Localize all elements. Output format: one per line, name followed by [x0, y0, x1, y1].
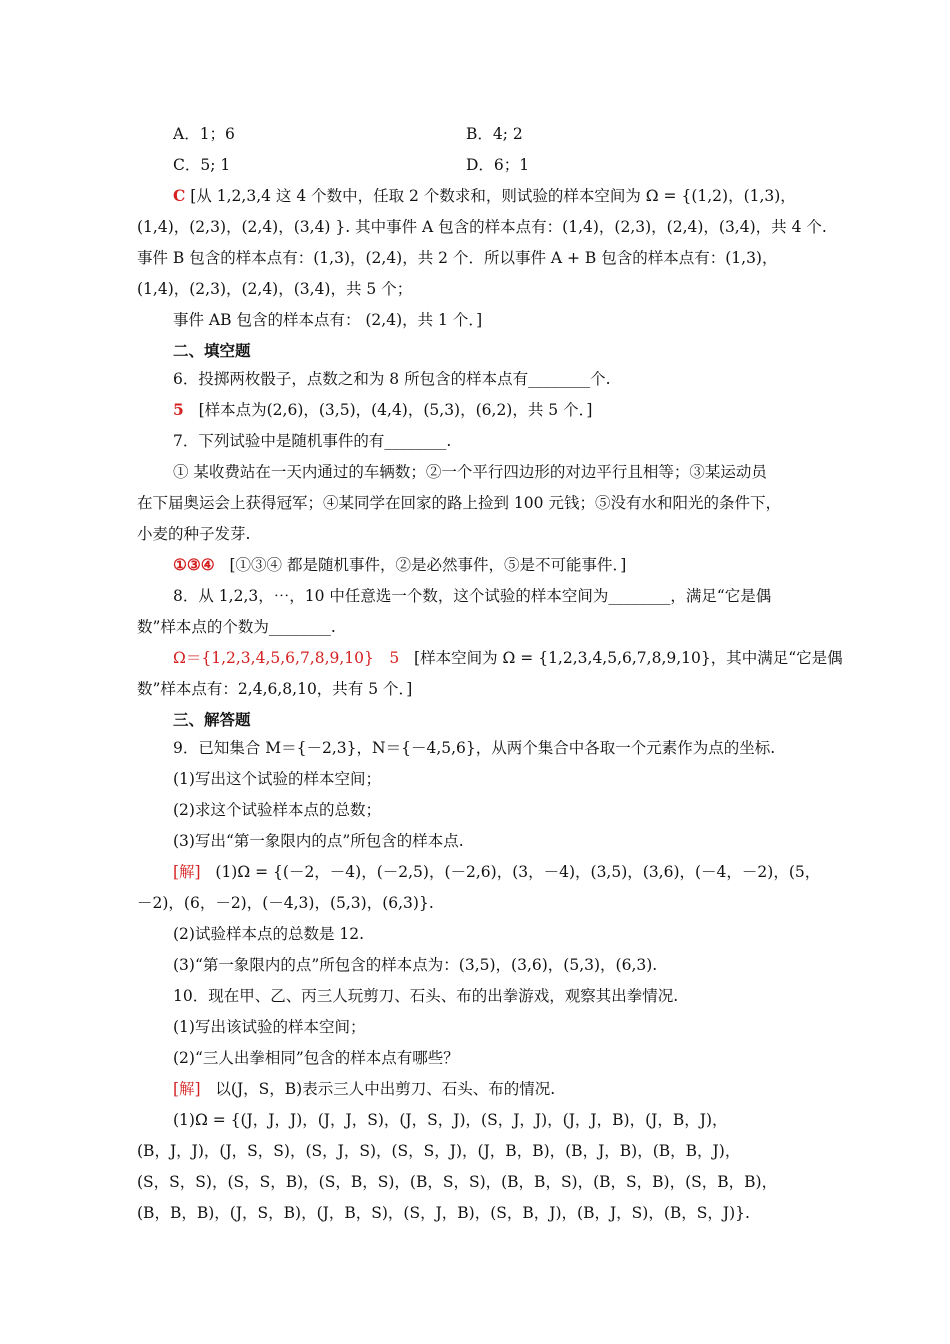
q10-part-2: (2)“三人出拳相同”包含的样本点有哪些？ — [173, 1049, 459, 1067]
q8-text-2: 数”样本点的个数为________. — [137, 618, 336, 636]
q7-explanation: [①③④ 都是随机事件，②是必然事件，⑤是不可能事件．] — [229, 556, 627, 574]
q9-solution-line-1 — [173, 862, 821, 882]
q9-solution-1a: (1)Ω = {(－2，－4)，(－2,5)，(－2,6)，(3，－4)，(3,5)，(3,6)，(－4，－2)，(5， — [215, 863, 821, 881]
q5-explanation-2: (1,4)，(2,3)，(2,4)，(3,4) }. 其中事件 A 包含的样本点有：(1,4)，(2,3)，(2,4)，(3,4)，共 4 个. — [137, 218, 827, 236]
q10-part-1: (1)写出该试验的样本空间； — [173, 1018, 366, 1036]
q10-solution-intro-line — [173, 1079, 817, 1099]
q9-solution-1b: －2)，(6，－2)，(－4,3)，(5,3)，(6,3)}. — [137, 894, 434, 912]
q6-text: 6．投掷两枚骰子，点数之和为 8 所包含的样本点有________个. — [173, 370, 611, 388]
q10-solution-tag: [解] — [173, 1080, 201, 1098]
q6-answer: 5 — [173, 400, 184, 419]
q7-item-line-3: 小麦的种子发芽. — [137, 525, 251, 543]
q10-outcomes-1: (1)Ω = {(J，J，J)，(J，J，S)，(J，S，J)，(S，J，J)，(J，J，B)，(J，B，J)， — [173, 1111, 728, 1129]
q6-answer-line — [173, 400, 817, 420]
q7-answer: ①③④ — [173, 555, 215, 574]
q10-text: 10．现在甲、乙、丙三人玩剪刀、石头、布的出拳游戏，观察其出拳情况. — [173, 987, 679, 1005]
q8-explanation-1: [样本空间为 Ω = {1,2,3,4,5,6,7,8,9,10}，其中满足“它是偶 — [414, 649, 843, 667]
section-fill-in-heading: 二、填空题 — [173, 341, 251, 360]
q7-item-line-1: ① 某收费站在一天内通过的车辆数；②一个平行四边形的对边平行且相等；③某运动员 — [173, 463, 767, 481]
q9-part-3: (3)写出“第一象限内的点”所包含的样本点. — [173, 832, 464, 850]
q7-item-line-2: 在下届奥运会上获得冠军；④某同学在回家的路上捡到 100 元钱；⑤没有水和阳光的条件下， — [137, 494, 781, 512]
section-solution-heading: 三、解答题 — [173, 710, 251, 729]
q10-outcomes-2: (B，J，J)，(J，S，S)，(S，J，S)，(S，S，J)，(J，B，B)，(B，J，B)，(B，B，J)， — [137, 1142, 741, 1160]
q8-answer-line — [173, 648, 843, 668]
q6-explanation: [样本点为(2,6)，(3,5)，(4,4)，(5,3)，(6,2)，共 5 个．] — [198, 401, 593, 419]
q5-answer-letter: C — [173, 186, 186, 205]
q9-solution-3: (3)“第一象限内的点”所包含的样本点为：(3,5)，(3,6)，(5,3)，(6,3). — [173, 956, 658, 974]
option-b: B．4; 2 — [466, 125, 523, 143]
q5-explanation-5: 事件 AB 包含的样本点有： (2,4)，共 1 个．] — [173, 311, 483, 329]
option-d: D．6；1 — [466, 156, 530, 174]
option-c: C．5; 1 — [173, 156, 231, 174]
q5-explanation-4: (1,4)，(2,3)，(2,4)，(3,4)，共 5 个； — [137, 280, 413, 298]
q5-answer-line-1 — [173, 186, 817, 206]
q9-part-1: (1)写出这个试验的样本空间； — [173, 770, 381, 788]
q5-explanation-1: [从 1,2,3,4 这 4 个数中，任取 2 个数求和，则试验的样本空间为 Ω = {(1,2)，(1,3)， — [190, 187, 796, 205]
q8-explanation-2: 数”样本点有：2,4,6,8,10，共有 5 个．] — [137, 680, 413, 698]
q10-outcomes-3: (S，S，S)，(S，S，B)，(S，B，S)，(B，S，S)，(B，B，S)，(B，S，B)，(S，B，B)， — [137, 1173, 778, 1191]
q9-solution-tag: [解] — [173, 863, 201, 881]
q10-solution-intro: 以(J，S，B)表示三人中出剪刀、石头、布的情况. — [215, 1080, 556, 1098]
q7-answer-line — [173, 555, 817, 575]
q8-text-1: 8．从 1,2,3，⋯，10 中任意选一个数，这个试验的样本空间为________，满足“它是偶 — [173, 587, 772, 605]
q10-outcomes-4: (B，B，B)，(J，S，B)，(J，B，S)，(S，J，B)，(S，B，J)，(B，J，S)，(B，S，J)}. — [137, 1204, 750, 1222]
q8-answer: Ω＝{1,2,3,4,5,6,7,8,9,10} 5 — [173, 649, 400, 667]
option-a: A．1；6 — [173, 125, 235, 143]
q7-text: 7．下列试验中是随机事件的有________. — [173, 432, 452, 450]
q9-text: 9．已知集合 M＝{－2,3}，N＝{－4,5,6}，从两个集合中各取一个元素作为点的坐标. — [173, 739, 776, 757]
q5-explanation-3: 事件 B 包含的样本点有：(1,3)，(2,4)，共 2 个．所以事件 A + B 包含的样本点有：(1,3)， — [137, 249, 778, 267]
q9-part-2: (2)求这个试验样本点的总数； — [173, 801, 381, 819]
q9-solution-2: (2)试验样本点的总数是 12. — [173, 925, 365, 943]
